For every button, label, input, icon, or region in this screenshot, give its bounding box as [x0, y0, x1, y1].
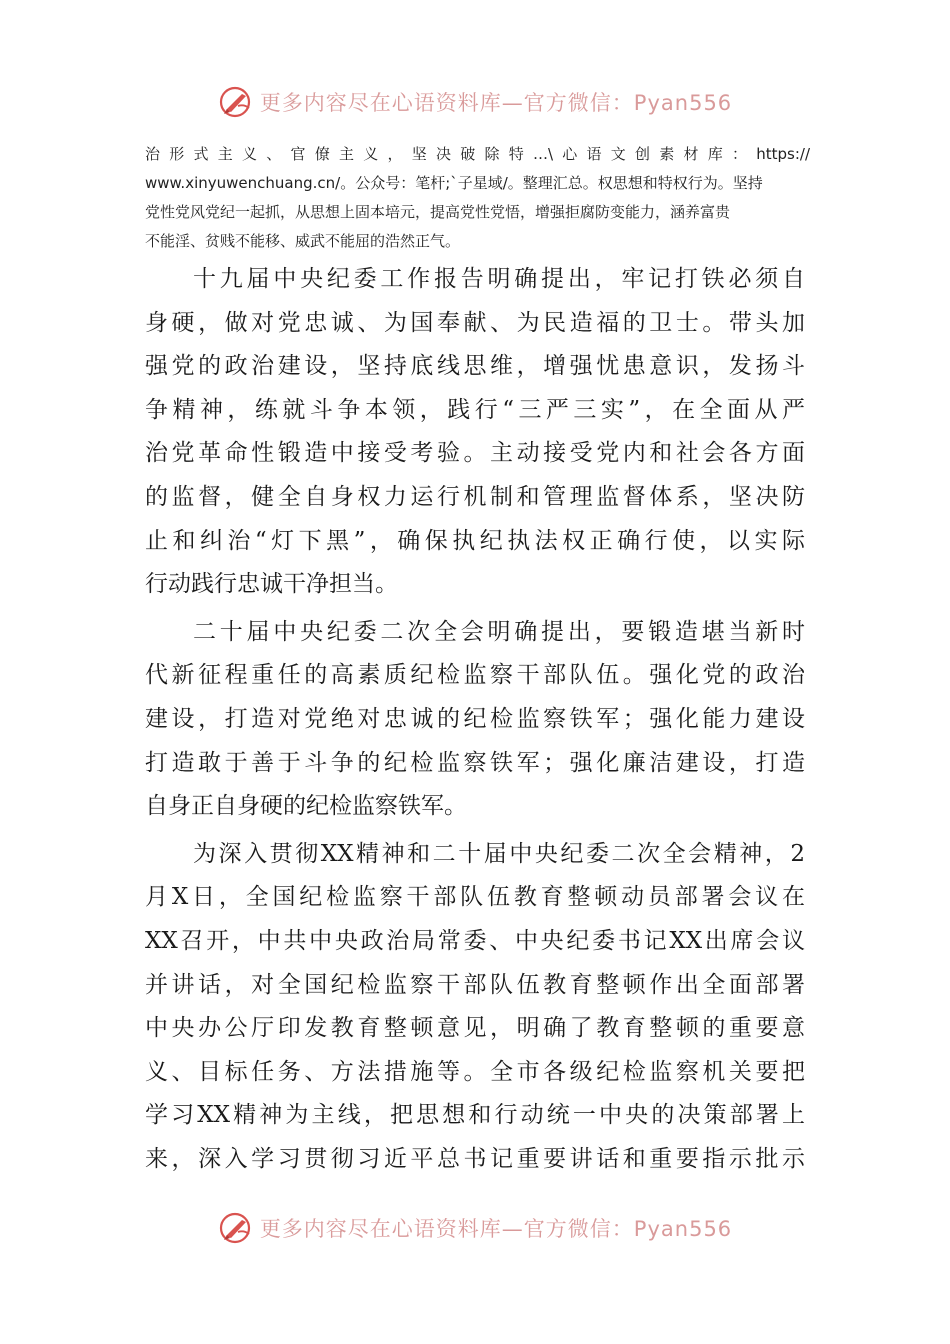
- text-line: 中央办公厅印发教育整顿意见，明确了教育整顿的重要意: [145, 1015, 805, 1042]
- text-line: 强党的政治建设，坚持底线思维，增强忧患意识，发扬斗: [145, 353, 805, 380]
- pen-logo-icon: [218, 1210, 254, 1246]
- text-line: 自身正自身硬的纪检监察铁军。: [145, 793, 467, 820]
- text-line: 治党革命性锻造中接受考验。主动接受党内和社会各方面: [145, 440, 805, 467]
- intro-line: 治形式主义、官僚主义，坚决破除特…\心语文创素材库：https://: [145, 145, 810, 163]
- document-body: [145, 258, 805, 1185]
- text-line: 打造敢于善于斗争的纪检监察铁军；强化廉洁建设，打造: [145, 749, 805, 776]
- paragraph: [145, 258, 805, 607]
- text-line: 并讲话，对全国纪检监察干部队伍教育整顿作出全面部署: [145, 971, 805, 998]
- text-line: 身硬，做对党忠诚、为国奉献、为民造福的卫士。带头加: [145, 309, 805, 336]
- text-line: 学习XX精神为主线，把思想和行动统一中央的决策部署上: [145, 1102, 805, 1129]
- paragraph: [145, 611, 805, 829]
- footer-banner: [0, 1208, 950, 1248]
- text-line: 的监督，健全自身权力运行机制和管理监督体系，坚决防: [145, 483, 805, 510]
- paragraph: [145, 833, 805, 1182]
- banner-text: 更多内容尽在心语资料库—官方微信：Pyan556: [259, 91, 733, 115]
- text-line: 来，深入学习贯彻习近平总书记重要讲话和重要指示批示: [145, 1145, 805, 1172]
- intro-line: www.xinyuwenchuang.cn/。公众号：笔杆;`子星域/。整理汇总。权思想和特权行为。坚持: [145, 174, 763, 192]
- intro-text-block: [145, 140, 810, 256]
- intro-line: 党性党风党纪一起抓，从思想上固本培元，提高党性党悟，增强拒腐防变能力，涵养富贵: [145, 203, 731, 221]
- text-line: 代新征程重任的高素质纪检监察干部队伍。强化党的政治: [145, 662, 805, 689]
- intro-line: 不能淫、贫贱不能移、威武不能屈的浩然正气。: [145, 232, 461, 250]
- text-line: 月X日，全国纪检监察干部队伍教育整顿动员部署会议在: [145, 884, 805, 911]
- text-line: 十九届中央纪委工作报告明确提出，牢记打铁必须自: [193, 266, 805, 292]
- text-line: 为深入贯彻XX精神和二十届中央纪委二次全会精神，2: [193, 840, 805, 867]
- text-line: 二十届中央纪委二次全会明确提出，要锻造堪当新时: [193, 618, 805, 645]
- text-line: 争精神，练就斗争本领，践行“三严三实”，在全面从严: [145, 396, 805, 423]
- text-line: 建设，打造对党绝对忠诚的纪检监察铁军；强化能力建设: [145, 705, 805, 732]
- text-line: 义、目标任务、方法措施等。全市各级纪检监察机关要把: [145, 1058, 805, 1085]
- pen-logo-icon: [218, 84, 254, 120]
- text-line: XX召开，中共中央政治局常委、中央纪委书记XX出席会议: [145, 927, 805, 954]
- text-line: 止和纠治“灯下黑”，确保执纪执法权正确行使，以实际: [145, 527, 805, 554]
- header-banner: [0, 82, 950, 122]
- banner-text: 更多内容尽在心语资料库—官方微信：Pyan556: [259, 1217, 733, 1241]
- text-line: 行动践行忠诚干净担当。: [145, 571, 398, 598]
